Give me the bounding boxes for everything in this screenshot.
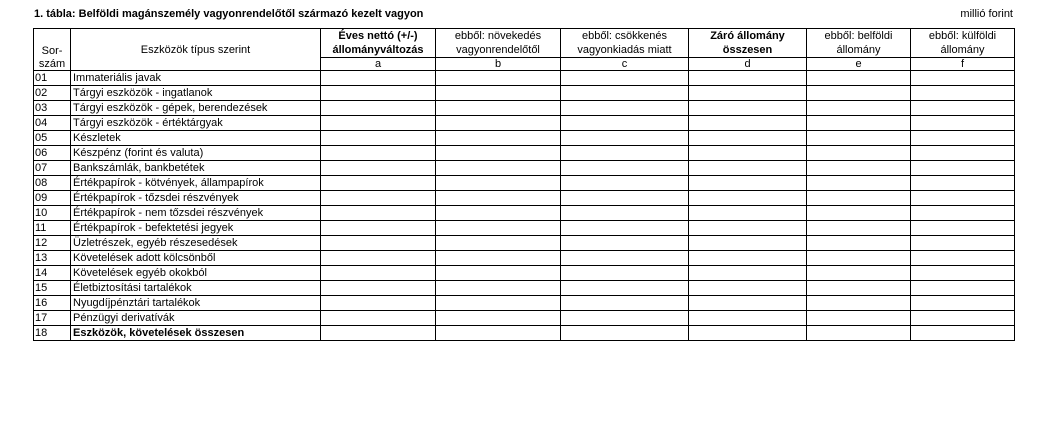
unit-label: millió forint [960,8,1013,20]
value-cell-b [436,266,561,281]
value-cell-a [321,221,436,236]
value-cell-b [436,191,561,206]
table-body [34,71,1015,341]
value-cell-d [689,221,807,236]
col-header-a-line2: állományváltozás [332,44,424,56]
table-row [34,101,1015,116]
value-cell-f [911,236,1015,251]
col-header-sorszam-line1: Sor- [41,44,63,57]
row-asset-name: Üzletrészek, egyéb részesedések [71,236,321,251]
table-row [34,266,1015,281]
value-cell-b [436,116,561,131]
row-number: 09 [34,191,71,206]
row-number: 03 [34,101,71,116]
col-letter-a: a [321,58,436,71]
row-number: 17 [34,311,71,326]
row-asset-name: Tárgyi eszközök - ingatlanok [71,86,321,101]
row-asset-name: Eszközök, követelések összesen [71,326,321,341]
value-cell-f [911,86,1015,101]
value-cell-d [689,281,807,296]
value-cell-d [689,266,807,281]
row-asset-name: Bankszámlák, bankbetétek [71,161,321,176]
row-asset-name: Tárgyi eszközök - gépek, berendezések [71,101,321,116]
value-cell-a [321,251,436,266]
value-cell-b [436,86,561,101]
value-cell-f [911,131,1015,146]
value-cell-a [321,161,436,176]
value-cell-c [561,86,689,101]
value-cell-d [689,101,807,116]
value-cell-b [436,206,561,221]
value-cell-c [561,296,689,311]
row-asset-name: Életbiztosítási tartalékok [71,281,321,296]
table-row [34,161,1015,176]
table-row [34,251,1015,266]
value-cell-d [689,131,807,146]
row-asset-name: Készpénz (forint és valuta) [71,146,321,161]
col-letter-e: e [807,58,911,71]
value-cell-b [436,131,561,146]
row-number: 05 [34,131,71,146]
value-cell-b [436,251,561,266]
col-header-sorszam-line2: szám [34,58,71,71]
value-cell-a [321,311,436,326]
col-header-d-line1: Záró állomány [710,30,785,42]
value-cell-d [689,146,807,161]
value-cell-e [807,251,911,266]
value-cell-f [911,176,1015,191]
table-row [34,311,1015,326]
value-cell-b [436,176,561,191]
value-cell-b [436,296,561,311]
value-cell-e [807,236,911,251]
value-cell-f [911,116,1015,131]
table-row [34,206,1015,221]
col-header-d [689,29,807,58]
value-cell-d [689,251,807,266]
row-asset-name: Értékpapírok - befektetési jegyek [71,221,321,236]
value-cell-a [321,191,436,206]
col-header-b-line2: vagyonrendelőtől [456,44,540,56]
table-row [34,221,1015,236]
row-number: 02 [34,86,71,101]
value-cell-f [911,266,1015,281]
value-cell-c [561,191,689,206]
value-cell-f [911,326,1015,341]
row-number: 06 [34,146,71,161]
value-cell-c [561,176,689,191]
col-header-sorszam [34,29,71,58]
col-header-c [561,29,689,58]
value-cell-e [807,176,911,191]
row-asset-name: Értékpapírok - nem tőzsdei részvények [71,206,321,221]
value-cell-e [807,326,911,341]
row-asset-name: Követelések egyéb okokból [71,266,321,281]
value-cell-a [321,266,436,281]
row-number: 10 [34,206,71,221]
value-cell-b [436,311,561,326]
row-number: 14 [34,266,71,281]
table-row [34,71,1015,86]
row-asset-name: Követelések adott kölcsönből [71,251,321,266]
value-cell-f [911,146,1015,161]
value-cell-e [807,221,911,236]
value-cell-b [436,71,561,86]
value-cell-f [911,101,1015,116]
col-header-d-line2: összesen [722,44,773,56]
value-cell-e [807,311,911,326]
value-cell-e [807,101,911,116]
value-cell-c [561,236,689,251]
value-cell-d [689,326,807,341]
value-cell-f [911,311,1015,326]
col-letter-d: d [689,58,807,71]
value-cell-e [807,116,911,131]
row-number: 07 [34,161,71,176]
col-header-f-line2: állomány [940,44,985,56]
value-cell-d [689,161,807,176]
table-title: 1. tábla: Belföldi magánszemély vagyonrendelőtől származó kezelt vagyon [34,8,424,20]
col-header-b-line1: ebből: növekedés [454,30,542,42]
value-cell-f [911,221,1015,236]
value-cell-e [807,296,911,311]
value-cell-e [807,191,911,206]
value-cell-b [436,101,561,116]
col-header-c-line1: ebből: csökkenés [582,30,667,42]
value-cell-e [807,161,911,176]
col-header-f [911,29,1015,58]
value-cell-b [436,146,561,161]
value-cell-a [321,326,436,341]
col-header-e-line1: ebből: belföldi [824,30,893,42]
value-cell-d [689,236,807,251]
row-asset-name: Nyugdíjpénztári tartalékok [71,296,321,311]
table-row [34,191,1015,206]
row-asset-name: Tárgyi eszközök - értéktárgyak [71,116,321,131]
row-number: 12 [34,236,71,251]
value-cell-d [689,176,807,191]
value-cell-a [321,296,436,311]
col-header-a [321,29,436,58]
value-cell-f [911,296,1015,311]
col-header-f-line1: ebből: külföldi [928,30,997,42]
table-row [34,86,1015,101]
value-cell-c [561,101,689,116]
value-cell-d [689,296,807,311]
table-row [34,326,1015,341]
value-cell-e [807,206,911,221]
value-cell-c [561,131,689,146]
value-cell-c [561,266,689,281]
value-cell-b [436,236,561,251]
value-cell-d [689,206,807,221]
value-cell-f [911,281,1015,296]
value-cell-d [689,311,807,326]
row-asset-name: Immateriális javak [71,71,321,86]
value-cell-a [321,236,436,251]
value-cell-a [321,206,436,221]
value-cell-f [911,71,1015,86]
col-header-c-line2: vagyonkiadás miatt [577,44,672,56]
table-row [34,116,1015,131]
value-cell-c [561,311,689,326]
table-row [34,146,1015,161]
value-cell-f [911,251,1015,266]
row-number: 04 [34,116,71,131]
col-letter-f: f [911,58,1015,71]
row-asset-name: Pénzügyi derivatívák [71,311,321,326]
value-cell-f [911,191,1015,206]
row-number: 08 [34,176,71,191]
value-cell-a [321,281,436,296]
value-cell-a [321,116,436,131]
row-number: 16 [34,296,71,311]
row-number: 18 [34,326,71,341]
value-cell-e [807,131,911,146]
table-row [34,131,1015,146]
col-letter-b: b [436,58,561,71]
value-cell-c [561,221,689,236]
table-row [34,236,1015,251]
value-cell-c [561,251,689,266]
value-cell-a [321,71,436,86]
col-header-e-line2: állomány [836,44,881,56]
value-cell-a [321,86,436,101]
row-number: 15 [34,281,71,296]
col-header-asset-type: Eszközök típus szerint [71,29,321,71]
col-header-e [807,29,911,58]
value-cell-b [436,281,561,296]
table-row [34,296,1015,311]
value-cell-c [561,326,689,341]
value-cell-e [807,146,911,161]
value-cell-c [561,281,689,296]
value-cell-c [561,71,689,86]
table-row [34,176,1015,191]
row-number: 01 [34,71,71,86]
table-row [34,281,1015,296]
value-cell-b [436,326,561,341]
value-cell-e [807,86,911,101]
value-cell-c [561,161,689,176]
row-number: 11 [34,221,71,236]
value-cell-c [561,116,689,131]
col-header-b [436,29,561,58]
asset-table [33,28,1015,341]
value-cell-f [911,206,1015,221]
value-cell-c [561,146,689,161]
value-cell-d [689,71,807,86]
row-asset-name: Értékpapírok - tőzsdei részvények [71,191,321,206]
value-cell-e [807,71,911,86]
row-asset-name: Értékpapírok - kötvények, állampapírok [71,176,321,191]
row-number: 13 [34,251,71,266]
value-cell-d [689,191,807,206]
value-cell-b [436,221,561,236]
value-cell-e [807,281,911,296]
row-asset-name: Készletek [71,131,321,146]
value-cell-a [321,101,436,116]
value-cell-a [321,131,436,146]
value-cell-e [807,266,911,281]
value-cell-d [689,116,807,131]
value-cell-f [911,161,1015,176]
value-cell-d [689,86,807,101]
value-cell-a [321,176,436,191]
value-cell-b [436,161,561,176]
col-header-a-line1: Éves nettó (+/-) [338,30,418,42]
value-cell-a [321,146,436,161]
value-cell-c [561,206,689,221]
col-letter-c: c [561,58,689,71]
